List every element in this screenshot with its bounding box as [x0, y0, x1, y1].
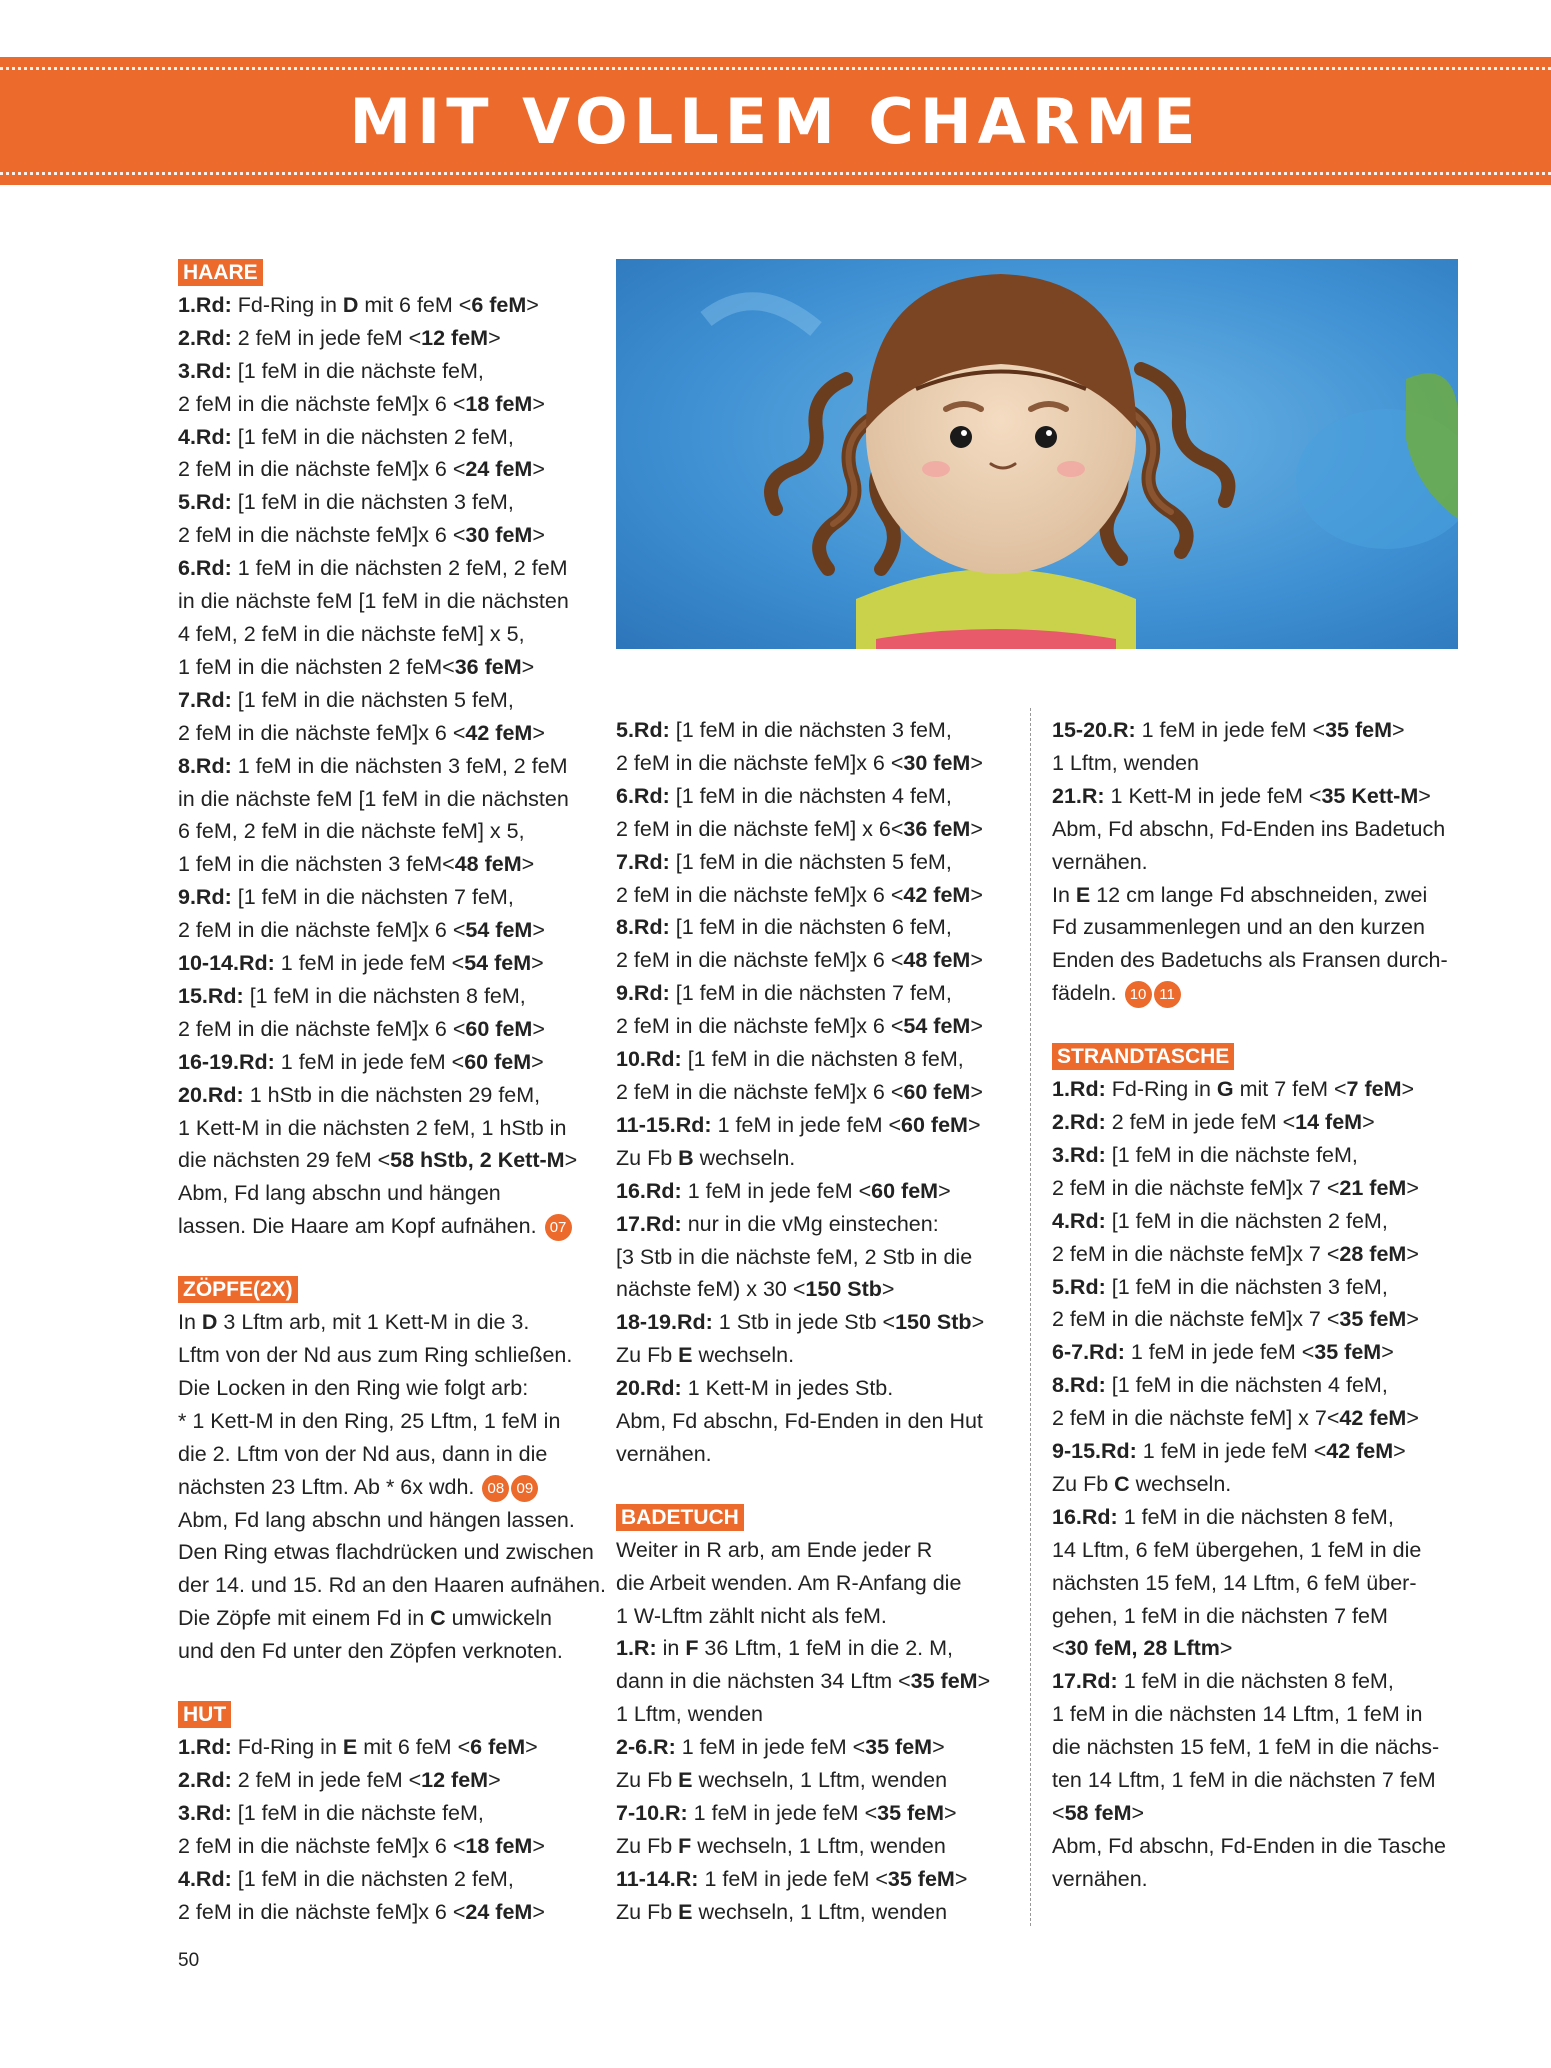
banner-dotted-line-bottom [0, 172, 1551, 175]
instruction-line: 11-15.Rd: 1 feM in jede feM <60 feM> [616, 1112, 981, 1137]
instruction-line: 6 feM, 2 feM in die nächste feM] x 5, [178, 819, 525, 844]
instruction-line: 2 feM in die nächste feM]x 7 <28 feM> [1052, 1241, 1419, 1266]
instruction-line: 1 Lftm, wenden [616, 1702, 764, 1727]
instruction-line: 2 feM in die nächste feM]x 6 <48 feM> [616, 948, 983, 973]
instruction-line: <58 feM> [1052, 1801, 1145, 1825]
column-1 [178, 256, 606, 1928]
instruction-line: fädeln. 10 11 [1052, 977, 1448, 1010]
instruction-line: 2 feM in die nächste feM]x 6 <60 feM> [616, 1079, 983, 1104]
instruction-line: 1 feM in die nächsten 14 Lftm, 1 feM in [1052, 1702, 1423, 1727]
section-heading-badetuch: BADETUCH [616, 1504, 744, 1531]
instruction-line: 2.Rd: 2 feM in jede feM <12 feM> [178, 1767, 501, 1792]
instruction-line: dann in die nächsten 34 Lftm <35 feM> [616, 1669, 991, 1694]
hut-instructions [178, 1731, 606, 1928]
instruction-line: 1 feM in die nächsten 2 feM<36 feM> [178, 654, 535, 679]
instruction-line: Abm, Fd lang abschn und hängen lassen. [178, 1507, 575, 1532]
instruction-line: 10.Rd: [1 feM in die nächsten 8 feM, [616, 1047, 964, 1072]
haare-instructions [178, 289, 606, 1243]
instruction-line: 20.Rd: 1 Kett-M in jedes Stb. [616, 1376, 894, 1401]
instruction-line: In E 12 cm lange Fd abschneiden, zwei [1052, 882, 1428, 907]
section-heading-hut: HUT [178, 1701, 231, 1728]
instruction-line: 2 feM in die nächste feM]x 6 <24 feM> [178, 1899, 545, 1924]
instruction-line: 4 feM, 2 feM in die nächste feM] x 5, [178, 621, 525, 646]
instruction-line: 3.Rd: [1 feM in die nächste feM, [178, 1800, 484, 1825]
instruction-line: 2 feM in die nächste feM] x 6<36 feM> [616, 816, 983, 841]
instruction-line: 2 feM in die nächste feM]x 6 <54 feM> [178, 918, 545, 943]
instruction-line: 16.Rd: 1 feM in jede feM <60 feM> [616, 1178, 951, 1203]
strandtasche-instructions [1052, 1073, 1448, 1896]
instruction-line: 17.Rd: 1 feM in die nächsten 8 feM, [1052, 1669, 1394, 1694]
column-2 [616, 714, 990, 1929]
instruction-line: 2 feM in die nächste feM]x 6 <30 feM> [178, 523, 545, 548]
badetuch-instructions [616, 1534, 990, 1929]
instruction-line: 2 feM in die nächste feM]x 7 <35 feM> [1052, 1307, 1419, 1332]
instruction-line: 8.Rd: 1 feM in die nächsten 3 feM, 2 feM [178, 753, 568, 778]
instruction-line: nächsten 23 Lftm. Ab * 6x wdh. 08 09 [178, 1471, 606, 1504]
instruction-line: und den Fd unter den Zöpfen verknoten. [178, 1639, 563, 1664]
instruction-line: 4.Rd: [1 feM in die nächsten 2 feM, [178, 1866, 514, 1891]
instruction-line: Abm, Fd lang abschn und hängen [178, 1181, 501, 1206]
instruction-line: 1 W-Lftm zählt nicht als feM. [616, 1603, 887, 1628]
instruction-line: 5.Rd: [1 feM in die nächsten 3 feM, [178, 490, 514, 515]
step-number-badge: 10 [1125, 981, 1152, 1008]
instruction-line: Die Zöpfe mit einem Fd in C umwickeln [178, 1606, 552, 1631]
instruction-line: [3 Stb in die nächste feM, 2 Stb in die [616, 1244, 973, 1269]
instruction-line: Zu Fb E wechseln. [616, 1343, 795, 1368]
instruction-line: 9.Rd: [1 feM in die nächsten 7 feM, [178, 885, 514, 910]
instruction-line: lassen. Die Haare am Kopf aufnähen. 07 [178, 1210, 606, 1243]
instruction-line: Zu Fb B wechseln. [616, 1145, 796, 1170]
instruction-line: 2 feM in die nächste feM] x 7<42 feM> [1052, 1406, 1419, 1431]
instruction-line: gehen, 1 feM in die nächsten 7 feM [1052, 1603, 1388, 1628]
instruction-line: Zu Fb F wechseln, 1 Lftm, wenden [616, 1833, 946, 1858]
page-number: 50 [178, 1950, 200, 1971]
instruction-line: Weiter in R arb, am Ende jeder R [616, 1537, 933, 1562]
badetuch-instructions-continued [1052, 714, 1448, 1010]
instruction-line: 2-6.R: 1 feM in jede feM <35 feM> [616, 1735, 945, 1760]
instruction-line: 2 feM in die nächste feM]x 7 <21 feM> [1052, 1175, 1419, 1200]
instruction-line: ten 14 Lftm, 1 feM in die nächsten 7 feM [1052, 1768, 1436, 1793]
instruction-line: 1.Rd: Fd-Ring in D mit 6 feM <6 feM> [178, 292, 539, 317]
step-number-badge: 11 [1154, 981, 1181, 1008]
instruction-line: In D 3 Lftm arb, mit 1 Kett-M in die 3. [178, 1310, 530, 1335]
instruction-line: 4.Rd: [1 feM in die nächsten 2 feM, [1052, 1208, 1388, 1233]
instruction-line: 3.Rd: [1 feM in die nächste feM, [178, 358, 484, 383]
instruction-line: 21.R: 1 Kett-M in jede feM <35 Kett-M> [1052, 783, 1431, 808]
instruction-line: vernähen. [616, 1441, 712, 1466]
instruction-line: vernähen. [1052, 849, 1148, 874]
instruction-line: * 1 Kett-M in den Ring, 25 Lftm, 1 feM in [178, 1408, 561, 1433]
instruction-line: 2 feM in die nächste feM]x 6 <42 feM> [616, 882, 983, 907]
instruction-line: 10-14.Rd: 1 feM in jede feM <54 feM> [178, 951, 544, 976]
instruction-line: 15-20.R: 1 feM in jede feM <35 feM> [1052, 718, 1405, 742]
instruction-line: die Arbeit wenden. Am R-Anfang die [616, 1570, 962, 1595]
column-divider [1030, 708, 1031, 1926]
instruction-line: 2 feM in die nächste feM]x 6 <18 feM> [178, 391, 545, 416]
step-number-badge: 08 [482, 1475, 509, 1502]
instruction-line: 2 feM in die nächste feM]x 6 <30 feM> [616, 750, 983, 775]
instruction-line: 2.Rd: 2 feM in jede feM <12 feM> [178, 325, 501, 350]
instruction-line: 1 Lftm, wenden [1052, 750, 1200, 775]
instruction-line: 14 Lftm, 6 feM übergehen, 1 feM in die [1052, 1537, 1422, 1562]
instruction-line: Lftm von der Nd aus zum Ring schließen. [178, 1343, 573, 1367]
instruction-line: in die nächste feM [1 feM in die nächsten [178, 786, 569, 811]
instruction-line: 5.Rd: [1 feM in die nächsten 3 feM, [1052, 1274, 1388, 1299]
instruction-line: in die nächste feM [1 feM in die nächsten [178, 589, 569, 614]
instruction-line: 2 feM in die nächste feM]x 6 <18 feM> [178, 1833, 545, 1858]
instruction-line: Abm, Fd abschn, Fd-Enden in den Hut [616, 1409, 983, 1434]
title-banner [0, 57, 1551, 185]
instruction-line: 9-15.Rd: 1 feM in jede feM <42 feM> [1052, 1439, 1406, 1464]
instruction-line: vernähen. [1052, 1866, 1148, 1891]
instruction-line: <30 feM, 28 Lftm> [1052, 1636, 1233, 1661]
step-number-badge: 07 [545, 1214, 572, 1241]
banner-dotted-line-top [0, 67, 1551, 70]
instruction-line: 6.Rd: 1 feM in die nächsten 2 feM, 2 feM [178, 556, 568, 581]
instruction-line: der 14. und 15. Rd an den Haaren aufnähen. [178, 1573, 606, 1598]
section-heading-zoepfe: ZÖPFE(2X) [178, 1276, 298, 1303]
section-heading-haare: HAARE [178, 259, 263, 286]
page-title: MIT VOLLEM CHARME [349, 85, 1202, 158]
instruction-line: Die Locken in den Ring wie folgt arb: [178, 1375, 529, 1400]
instruction-line: 20.Rd: 1 hStb in die nächsten 29 feM, [178, 1082, 541, 1107]
section-heading-strandtasche: STRANDTASCHE [1052, 1043, 1234, 1070]
instruction-line: Zu Fb C wechseln. [1052, 1471, 1232, 1496]
instruction-line: 2 feM in die nächste feM]x 6 <54 feM> [616, 1014, 983, 1039]
instruction-line: Fd zusammenlegen und an den kurzen [1052, 915, 1425, 940]
instruction-line: 16.Rd: 1 feM in die nächsten 8 feM, [1052, 1504, 1394, 1529]
hut-instructions-continued [616, 714, 990, 1471]
instruction-line: 1 Kett-M in die nächsten 2 feM, 1 hStb in [178, 1115, 567, 1140]
instruction-line: 2 feM in die nächste feM]x 6 <42 feM> [178, 720, 545, 745]
instruction-line: 1.Rd: Fd-Ring in E mit 6 feM <6 feM> [178, 1734, 538, 1759]
doll-photo [616, 259, 1458, 649]
instruction-line: 1.Rd: Fd-Ring in G mit 7 feM <7 feM> [1052, 1077, 1415, 1102]
instruction-line: 2 feM in die nächste feM]x 6 <24 feM> [178, 457, 545, 482]
instruction-line: 17.Rd: nur in die vMg einstechen: [616, 1211, 939, 1236]
instruction-line: Den Ring etwas flachdrücken und zwischen [178, 1540, 594, 1565]
instruction-line: 1 feM in die nächsten 3 feM<48 feM> [178, 852, 535, 877]
instruction-line: 8.Rd: [1 feM in die nächsten 6 feM, [616, 915, 952, 940]
instruction-line: 9.Rd: [1 feM in die nächsten 7 feM, [616, 981, 952, 1006]
column-3 [1052, 714, 1448, 1896]
instruction-line: 2 feM in die nächste feM]x 6 <60 feM> [178, 1016, 545, 1041]
instruction-line: 5.Rd: [1 feM in die nächsten 3 feM, [616, 718, 952, 742]
instruction-line: 11-14.R: 1 feM in jede feM <35 feM> [616, 1866, 968, 1891]
instruction-line: 2.Rd: 2 feM in jede feM <14 feM> [1052, 1109, 1375, 1134]
instruction-line: Abm, Fd abschn, Fd-Enden in die Tasche [1052, 1833, 1446, 1858]
instruction-line: Zu Fb E wechseln, 1 Lftm, wenden [616, 1899, 948, 1924]
instruction-line: 7.Rd: [1 feM in die nächsten 5 feM, [178, 687, 514, 712]
instruction-line: 6-7.Rd: 1 feM in jede feM <35 feM> [1052, 1340, 1394, 1365]
instruction-line: 7-10.R: 1 feM in jede feM <35 feM> [616, 1801, 957, 1825]
instruction-line: Abm, Fd abschn, Fd-Enden ins Badetuch [1052, 816, 1446, 841]
instruction-line: Zu Fb E wechseln, 1 Lftm, wenden [616, 1768, 948, 1793]
instruction-line: 4.Rd: [1 feM in die nächsten 2 feM, [178, 424, 514, 449]
instruction-line: 1.R: in F 36 Lftm, 1 feM in die 2. M, [616, 1636, 953, 1661]
instruction-line: 6.Rd: [1 feM in die nächsten 4 feM, [616, 783, 952, 808]
instruction-line: 15.Rd: [1 feM in die nächsten 8 feM, [178, 983, 526, 1008]
instruction-line: Enden des Badetuchs als Fransen durch- [1052, 948, 1448, 973]
instruction-line: die nächsten 15 feM, 1 feM in die nächs- [1052, 1735, 1440, 1760]
step-number-badge: 09 [511, 1475, 538, 1502]
instruction-line: 8.Rd: [1 feM in die nächsten 4 feM, [1052, 1373, 1388, 1398]
zoepfe-instructions [178, 1306, 606, 1668]
instruction-line: 16-19.Rd: 1 feM in jede feM <60 feM> [178, 1049, 544, 1074]
instruction-line: die 2. Lftm von der Nd aus, dann in die [178, 1441, 548, 1466]
instruction-line: 18-19.Rd: 1 Stb in jede Stb <150 Stb> [616, 1310, 985, 1335]
instruction-line: 7.Rd: [1 feM in die nächsten 5 feM, [616, 849, 952, 874]
instruction-line: nächste feM) x 30 <150 Stb> [616, 1277, 895, 1302]
instruction-line: nächsten 15 feM, 14 Lftm, 6 feM über- [1052, 1570, 1417, 1595]
instruction-line: die nächsten 29 feM <58 hStb, 2 Kett-M> [178, 1148, 578, 1173]
instruction-line: 3.Rd: [1 feM in die nächste feM, [1052, 1142, 1358, 1167]
